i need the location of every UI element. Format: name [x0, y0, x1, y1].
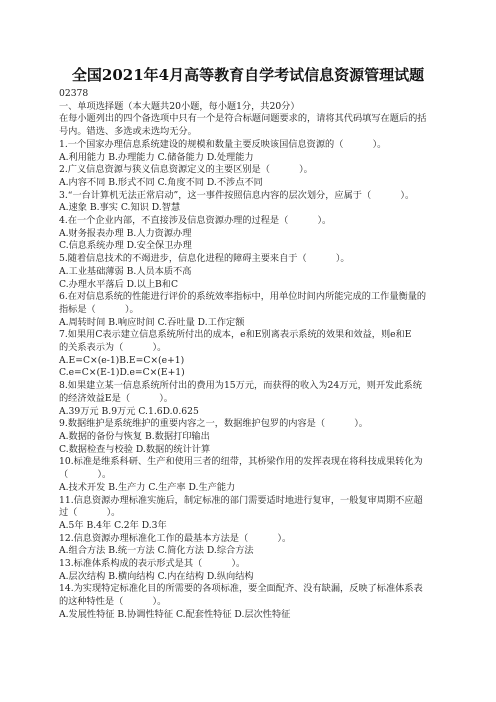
text-line: C.e=C×(E-1)D.e=C×(E+1) [59, 367, 185, 379]
text-line: 的经济效益E是（ ）。 [59, 392, 173, 404]
text-line: A.5年 B.4年 C.2年 D.3年 [59, 519, 167, 531]
text-line: 一、单项选择题（本大题共20小题，每小题1分，共20分） [59, 100, 300, 112]
text-line: A.技术开发 B.生产力 C.生产率 D.生产能力 [59, 481, 236, 493]
text-line: A.速象 B.事实 C.知识 D.智慧 [59, 202, 181, 214]
document-title: 全国2021年4月高等教育自学考试信息资源管理试题 [71, 66, 425, 84]
text-line: A.利用能力 B.办理能力 C.储备能力 D.处理能力 [59, 151, 254, 163]
text-line: 号内。错选、多选或未选均无分。 [59, 126, 197, 138]
text-line: A.发展性特征 B.协调性特征 C.配套性特征 D.层次性特征 [59, 608, 291, 620]
text-line: 1.一个国家办理信息系统建设的规模和数量主要反映该国信息资源的（ ）。 [59, 138, 387, 150]
text-line: 11.信息资源办理标准实施后，制定标准的部门需要适时地进行复审，一般复审周期不应超 [59, 494, 423, 506]
text-line: A.周转时间 B.响应时间 C.吞吐量 D.工作定额 [59, 316, 245, 328]
document-body [59, 88, 449, 622]
text-line: C.办理水平落后 D.以上B和C [59, 278, 178, 290]
text-line: A.层次结构 B.横向结构 C.内在结构 D.纵向结构 [59, 570, 254, 582]
text-line: 在每小题列出的四个备选项中只有一个是符合标题问题要求的，请将其代码填写在题后的括 [59, 113, 427, 125]
text-line: A.内容不同 B.形式不同 C.角度不同 D.不涉点不同 [59, 176, 263, 188]
text-line: A.39万元 B.9万元 C.1.6D.0.625 [59, 405, 199, 417]
text-line: （ ）。 [59, 469, 112, 481]
text-line: 的关系表示为（ ）。 [59, 342, 167, 354]
text-line: 6.在对信息系统的性能进行评价的系统效率指标中，用单位时间内所能完成的工作量衡量的 [59, 291, 427, 303]
text-line: 2.广义信息资源与狭义信息资源定义的主要区别是（ ）。 [59, 164, 313, 176]
text-line: 5.随着信息技术的不竭进步，信息化进程的障碍主要来自于（ ）。 [59, 253, 350, 265]
text-line: A.财务报表办理 B.人力资源办理 [59, 227, 192, 239]
text-line: 10.标准是维系科研、生产和使用三者的纽带，其桥梁作用的发挥表现在将科技成果转化为 [59, 456, 423, 468]
text-line: 9.数据维护是系统维护的重要内容之一，数据维护包罗的内容是（ ）。 [59, 418, 368, 430]
text-line: 02378 [59, 88, 89, 99]
text-line: A.E=C×(e-1)B.E=C×(e+1) [59, 354, 185, 366]
text-line: 12.信息资源办理标准化工作的最基本方法是（ ）。 [59, 532, 292, 544]
text-line: C.信息系统办理 D.安全保卫办理 [59, 240, 192, 252]
text-line: 3.“一台计算机无法正常启动”，这一事件按照信息内容的层次划分，应属于（ ）。 [59, 189, 415, 201]
text-line: 8.如果建立某一信息系统所付出的费用为15万元，而获得的收入为24万元，则开发此系统 [59, 380, 422, 392]
text-line: C.数据检查与校验 D.数据的统计计算 [59, 443, 211, 455]
text-line: A.工业基础薄弱 B.人员本质不高 [59, 265, 192, 277]
text-line: 13.标准体系构成的表示形式是其（ ）。 [59, 558, 246, 570]
text-line: A.组合方法 B.统一方法 C.简化方法 D.综合方法 [59, 545, 254, 557]
text-line: A.数据的备份与恢复 B.数据打印输出 [59, 430, 210, 442]
text-line: 14.为实现特定标准化目的所需要的各项标准，要全面配齐、没有缺漏，反映了标准体系表 [59, 583, 423, 595]
text-line: 的这种特性是（ ）。 [59, 596, 167, 608]
text-line: 4.在一个企业内部，不直接涉及信息资源办理的过程是（ ）。 [59, 215, 332, 227]
text-line: 指标是（ ）。 [59, 303, 139, 315]
text-line: 7.如果用C表示建立信息系统所付出的成本，e和E别离表示系统的效果和效益，则e和E [59, 329, 412, 341]
text-line: 过（ ）。 [59, 507, 121, 519]
